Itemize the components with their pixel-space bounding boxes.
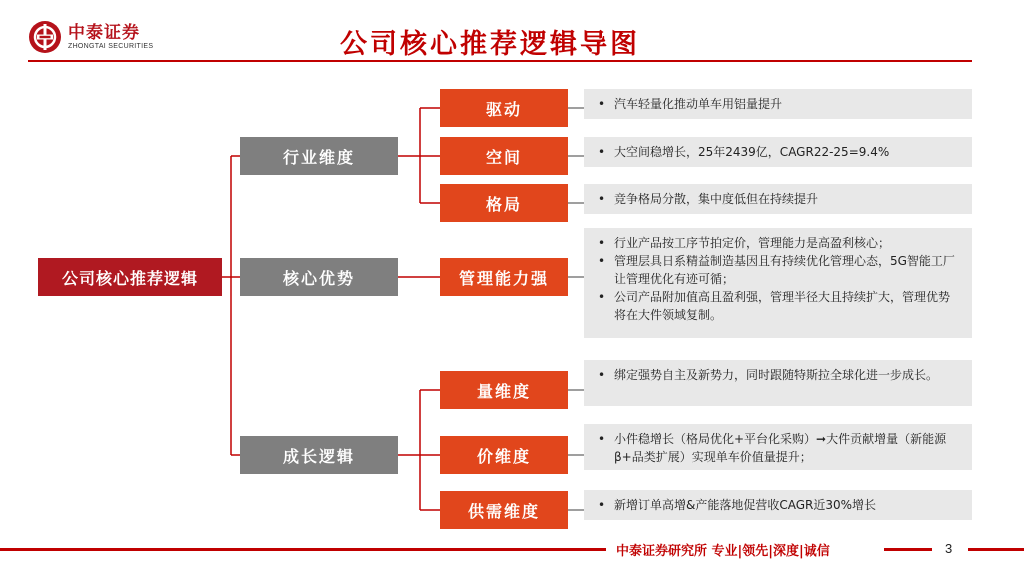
dimension-industry: 行业维度 [240, 137, 398, 175]
list-item [598, 366, 960, 384]
list-item [598, 143, 960, 161]
leaf-price: 价维度 [440, 436, 568, 474]
footer-text: 中泰证券研究所 专业|领先|深度|诚信 [616, 544, 830, 559]
bullet-icon: • [598, 498, 606, 512]
page-title: 公司核心推荐逻辑导图 [340, 29, 640, 60]
bullet-icon: • [598, 97, 606, 111]
bullet-icon: • [598, 145, 606, 159]
description-price [584, 424, 972, 470]
logo-english-name: ZHONGTAI SECURITIES [68, 43, 154, 50]
bullet-text: 管理层具日系精益制造基因且有持续优化管理心态，5G智能工厂让管理优化有迹可循； [614, 254, 955, 286]
footer-rule-right [968, 548, 1024, 551]
leaf-volume: 量维度 [440, 371, 568, 409]
leaf-landscape: 格局 [440, 184, 568, 222]
bullet-icon: • [598, 236, 606, 250]
list-item [598, 496, 960, 514]
description-driver [584, 89, 972, 119]
description-landscape [584, 184, 972, 214]
bullet-text: 汽车轻量化推动单车用铝量提升 [614, 97, 783, 111]
dimension-core-advantage: 核心优势 [240, 258, 398, 296]
footer-rule-left [0, 548, 606, 551]
bullet-text: 竞争格局分散，集中度低但在持续提升 [614, 192, 819, 206]
list-item [598, 190, 960, 208]
bullet-text: 大空间稳增长，25年2439亿，CAGR22-25=9.4% [614, 145, 890, 159]
root-node: 公司核心推荐逻辑 [38, 258, 222, 296]
description-volume [584, 360, 972, 406]
leaf-space: 空间 [440, 137, 568, 175]
bullet-text: 小件稳增长（格局优化+平台化采购）➞大件贡献增量（新能源β+品类扩展）实现单车价值量提升； [614, 432, 947, 464]
leaf-driver: 驱动 [440, 89, 568, 127]
description-supply-demand [584, 490, 972, 520]
bullet-text: 行业产品按工序节拍定价，管理能力是高盈利核心； [614, 236, 891, 250]
bullet-text: 新增订单高增&产能落地促营收CAGR近30%增长 [614, 498, 877, 512]
list-item [598, 234, 960, 252]
bullet-icon: • [598, 368, 606, 382]
page-number: 3 [945, 541, 953, 556]
list-item [598, 288, 960, 324]
bullet-icon: • [598, 254, 606, 268]
bullet-text: 绑定强势自主及新势力，同时跟随特斯拉全球化进一步成长。 [614, 368, 939, 382]
list-item [598, 252, 960, 288]
bullet-icon: • [598, 290, 606, 304]
bullet-text: 公司产品附加值高且盈利强，管理半径大且持续扩大，管理优势将在大件领域复制。 [614, 290, 951, 322]
bullet-icon: • [598, 192, 606, 206]
list-item [598, 95, 960, 113]
list-item [598, 430, 960, 466]
dimension-growth-logic: 成长逻辑 [240, 436, 398, 474]
leaf-management: 管理能力强 [440, 258, 568, 296]
description-space [584, 137, 972, 167]
logo-name: 中泰证券 [68, 23, 140, 43]
footer-rule-middle [884, 548, 932, 551]
description-management [584, 228, 972, 338]
leaf-supply-demand: 供需维度 [440, 491, 568, 529]
bullet-icon: • [598, 432, 606, 446]
